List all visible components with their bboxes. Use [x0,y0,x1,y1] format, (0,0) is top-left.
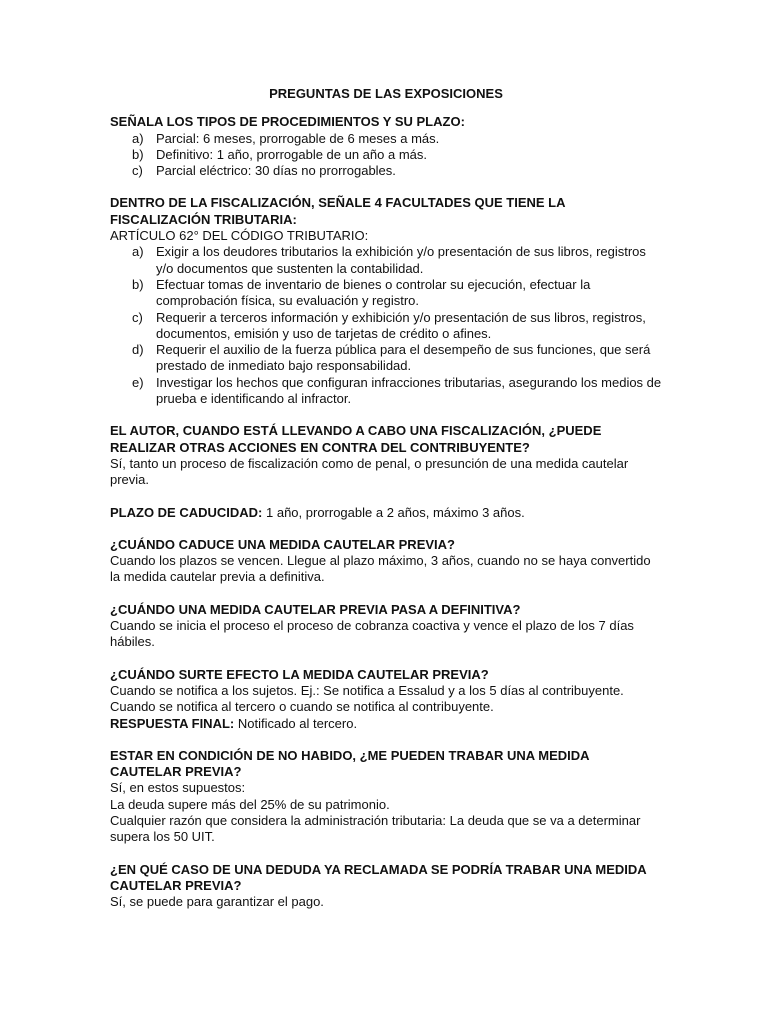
answer-text: Sí, en estos supuestos: [110,780,246,796]
answer-text: Cuando se notifica al tercero o cuando se notifica al contribuyente. [110,699,494,715]
document-body [110,86,662,926]
section-expiry-term [110,505,662,521]
inline-label: RESPUESTA FINAL: [110,715,235,731]
list-marker: d) [132,342,144,358]
list-item-text: Exigir a los deudores tributarios la exhibición y/o presentación de sus libros, registros y/o documentos que sustenten la contabilidad. [156,244,646,276]
answer-text: Cuando se notifica a los sujetos. Ej.: Se notifica a Essalud y a los 5 días al contribuyente. [110,682,624,698]
section-measure-expiry [110,537,662,586]
list-item [110,244,662,277]
final-answer [110,716,662,732]
list-item-text: Definitivo: 1 año, prorrogable de un año a más. [156,146,428,162]
question-heading: ¿CUÁNDO UNA MEDIDA CAUTELAR PREVIA PASA A DEFINITIVA? [110,601,521,617]
answer-text [110,505,662,521]
list-marker: b) [132,146,144,162]
list-item [110,163,662,179]
section-no-habido [110,748,662,846]
list-marker: e) [132,374,144,390]
page-title: PREGUNTAS DE LAS EXPOSICIONES [269,86,503,101]
answer-text: Sí, se puede para garantizar el pago. [110,894,324,910]
answer-list [110,244,662,407]
list-item [110,277,662,310]
question-heading: EL AUTOR, CUANDO ESTÁ LLEVANDO A CABO UNA FISCALIZACIÓN, ¿PUEDE REALIZAR OTRAS ACCIONES EN CONTRA DEL CONTRIBUYENTE? [110,423,602,455]
section-procedure-types [110,114,662,179]
list-item-text: Parcial: 6 meses, prorrogable de 6 meses a más. [156,130,440,146]
answer-text: Cuando se inicia el proceso el proceso de cobranza coactiva y vence el plazo de los 7 días hábiles. [110,618,634,650]
section-measure-effect [110,667,662,732]
answer-text: Cualquier razón que considera la administración tributaria: La deuda que se va a determinar supera los 50 UIT. [110,812,641,845]
list-item [110,131,662,147]
inline-label: PLAZO DE CADUCIDAD: [110,504,263,520]
question-heading: ¿EN QUÉ CASO DE UNA DEDUDA YA RECLAMADA SE PODRÍA TRABAR UNA MEDIDA CAUTELAR PREVIA? [110,861,647,893]
list-marker: a) [132,244,144,260]
question-heading: ¿CUÁNDO SURTE EFECTO LA MEDIDA CAUTELAR PREVIA? [110,666,489,682]
list-marker: b) [132,276,144,292]
question-heading: SEÑALA LOS TIPOS DE PROCEDIMIENTOS Y SU PLAZO: [110,114,465,130]
list-item-text: Efectuar tomas de inventario de bienes o controlar su ejecución, efectuar la comprobación física, su evaluación y registro. [156,276,591,309]
inline-text: Notificado al tercero. [234,715,358,731]
section-other-actions [110,423,662,488]
question-heading: ESTAR EN CONDICIÓN DE NO HABIDO, ¿ME PUEDEN TRABAR UNA MEDIDA CAUTELAR PREVIA? [110,747,590,780]
list-item [110,147,662,163]
list-item-text: Requerir el auxilio de la fuerza pública para el desempeño de sus funciones, que será prestado de inmediato bajo responsabilidad. [156,342,651,374]
section-audit-powers [110,195,662,407]
inline-text: 1 año, prorrogable a 2 años, máximo 3 años. [262,504,525,520]
article-reference: ARTÍCULO 62° DEL CÓDIGO TRIBUTARIO: [110,228,369,244]
answer-text: Sí, tanto un proceso de fiscalización como de penal, o presunción de una medida cautelar previa. [110,455,629,488]
section-claimed-debt [110,862,662,911]
list-marker: c) [132,163,143,179]
question-heading: DENTRO DE LA FISCALIZACIÓN, SEÑALE 4 FACULTADES QUE TIENE LA FISCALIZACIÓN TRIBUTARIA: [110,195,566,227]
list-item-text: Parcial eléctrico: 30 días no prorrogables. [156,163,396,179]
list-item-text: Investigar los hechos que configuran infracciones tributarias, asegurando los medios de prueba e identificando al infractor. [156,374,662,407]
answer-text: La deuda supere más del 25% de su patrimonio. [110,796,390,812]
list-item [110,375,662,408]
list-item [110,342,662,375]
list-item-text: Requerir a terceros información y exhibición y/o presentación de sus libros, registros, documentos, emisión y uso de tarjetas de crédito o afines. [156,309,646,341]
list-item [110,310,662,343]
list-marker: c) [132,309,143,325]
section-measure-definitive [110,602,662,651]
answer-text: Cuando los plazos se vencen. Llegue al plazo máximo, 3 años, cuando no se haya convertido la medida cautelar previa a definitiva. [110,553,651,585]
answer-list [110,131,662,180]
list-marker: a) [132,130,144,146]
question-heading: ¿CUÁNDO CADUCE UNA MEDIDA CAUTELAR PREVIA? [110,536,455,552]
